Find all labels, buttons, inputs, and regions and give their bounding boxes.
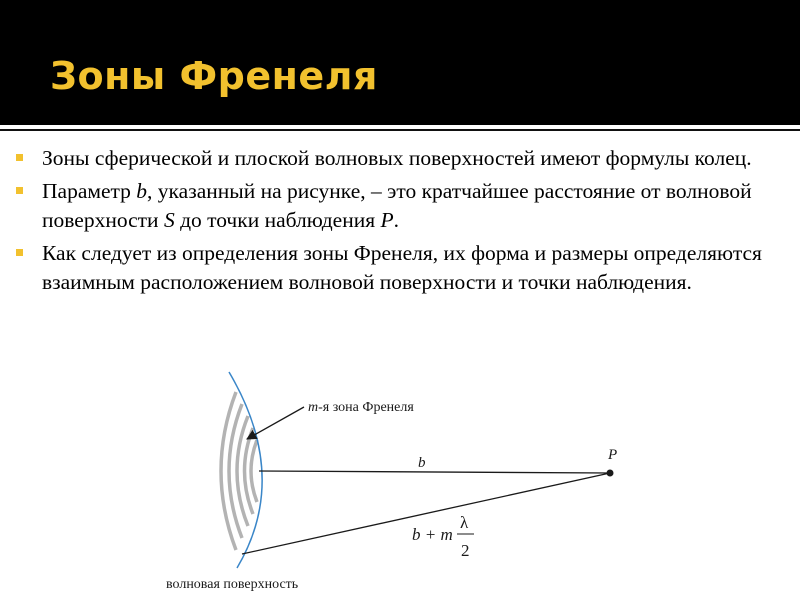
bullet-text: до точки наблюдения bbox=[174, 208, 381, 232]
divider bbox=[0, 129, 800, 131]
bullet-text: Зоны сферической и плоской волновых поверхностей имеют формулы колец. bbox=[42, 146, 752, 170]
observation-point bbox=[607, 470, 614, 477]
zone-pointer-arrow bbox=[247, 407, 304, 439]
bullet-text: , указанный на рисунке, – это кратчайшее расстояние от волновой поверхности bbox=[42, 179, 752, 232]
zone-label bbox=[308, 400, 414, 415]
zone-label-rest: -я зона Френеля bbox=[318, 400, 414, 415]
fresnel-zone-diagram bbox=[0, 360, 800, 600]
bullet-text-italic: P bbox=[380, 208, 394, 232]
bullet-item bbox=[16, 144, 796, 173]
zone-ring-5 bbox=[251, 440, 257, 502]
bullet-text-italic: b bbox=[136, 179, 148, 203]
title-bar bbox=[0, 0, 800, 125]
bullet-marker-icon bbox=[16, 154, 23, 161]
bullet-text: Параметр bbox=[42, 179, 137, 203]
bullet-item bbox=[16, 177, 796, 235]
point-label: P bbox=[608, 447, 618, 463]
surface-label: волновая поверхность bbox=[166, 577, 299, 592]
distance-line-b bbox=[259, 471, 610, 473]
bullet-marker-icon bbox=[16, 249, 23, 256]
bullet-list bbox=[16, 144, 796, 301]
bullet-item bbox=[16, 239, 796, 297]
fraction-numerator: λ bbox=[460, 513, 469, 532]
bullet-text: Как следует из определения зоны Френеля, их форма и размеры определяются взаимным расположением волновой поверхности и точки наблюдения. bbox=[42, 241, 762, 294]
bullet-text-italic: S bbox=[163, 208, 175, 232]
b-plus-m-label: b + m bbox=[412, 525, 453, 544]
slide-title: Зоны Френеля bbox=[50, 54, 378, 98]
zone-ring-3 bbox=[237, 416, 248, 526]
bullet-marker-icon bbox=[16, 187, 23, 194]
zone-label-m: m bbox=[308, 400, 319, 415]
fraction-denominator: 2 bbox=[461, 541, 470, 560]
bullet-text: . bbox=[393, 208, 399, 232]
b-label: b bbox=[418, 455, 426, 471]
zone-rings bbox=[221, 392, 257, 550]
